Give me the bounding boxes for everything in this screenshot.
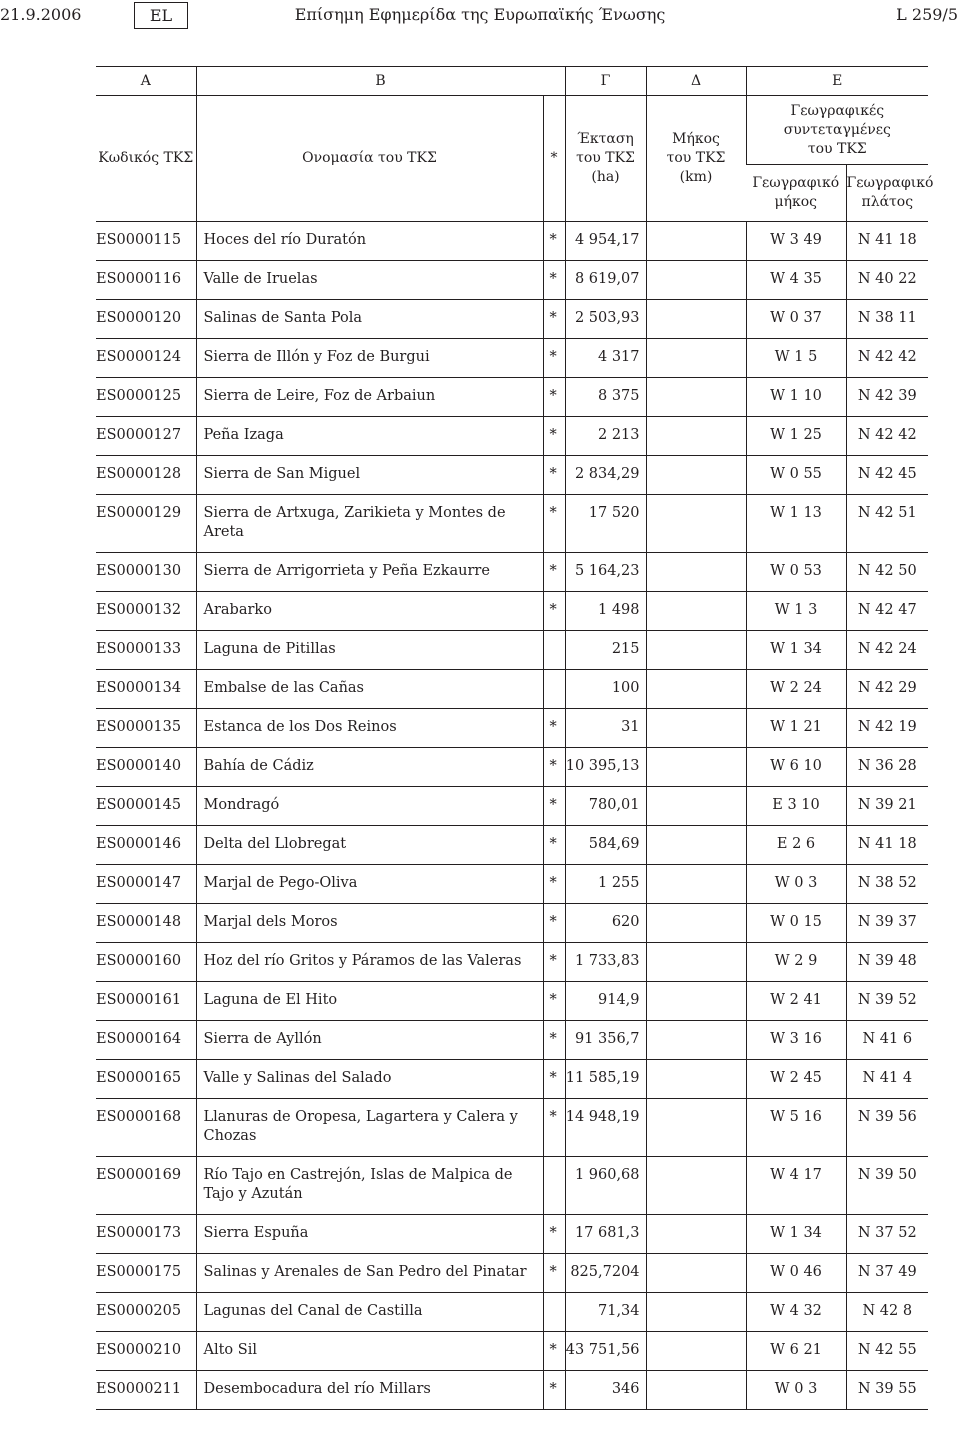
site-name-cell: Marjal de Pego-Oliva [196, 865, 543, 904]
site-name-cell: Laguna de Pitillas [196, 631, 543, 670]
priority-mark-cell: * [543, 553, 565, 592]
site-name-cell: Desembocadura del río Millars [196, 1371, 543, 1410]
longitude-cell: W 5 16 [746, 1099, 846, 1157]
longitude-cell: W 2 41 [746, 982, 846, 1021]
site-code-cell: ES0000169 [96, 1157, 196, 1215]
longitude-cell: W 0 15 [746, 904, 846, 943]
priority-mark-cell [543, 1157, 565, 1215]
area-cell: 14 948,19 [565, 1099, 646, 1157]
header-area-line: Έκταση [577, 131, 634, 147]
site-code-cell: ES0000146 [96, 826, 196, 865]
header-longitude [746, 165, 846, 222]
longitude-cell: W 3 16 [746, 1021, 846, 1060]
site-code-cell: ES0000130 [96, 553, 196, 592]
site-code-cell: ES0000168 [96, 1099, 196, 1157]
area-cell: 17 520 [565, 495, 646, 553]
length-cell [646, 1371, 746, 1410]
table-row [96, 261, 928, 300]
area-cell: 584,69 [565, 826, 646, 865]
latitude-cell: N 41 18 [846, 222, 928, 261]
area-cell: 914,9 [565, 982, 646, 1021]
length-cell [646, 456, 746, 495]
area-cell: 825,7204 [565, 1254, 646, 1293]
latitude-cell: N 42 47 [846, 592, 928, 631]
site-code-cell: ES0000140 [96, 748, 196, 787]
header-length-line: (km) [679, 169, 713, 185]
length-cell [646, 631, 746, 670]
longitude-cell: W 1 13 [746, 495, 846, 553]
header-star: * [543, 96, 565, 222]
area-cell: 100 [565, 670, 646, 709]
table-row [96, 904, 928, 943]
site-name-cell: Embalse de las Cañas [196, 670, 543, 709]
header-length-line: Μήκος [672, 131, 720, 147]
area-cell: 71,34 [565, 1293, 646, 1332]
table-row [96, 553, 928, 592]
priority-mark-cell: * [543, 982, 565, 1021]
table-row [96, 1293, 928, 1332]
site-code-cell: ES0000210 [96, 1332, 196, 1371]
priority-mark-cell: * [543, 222, 565, 261]
area-cell: 8 619,07 [565, 261, 646, 300]
latitude-cell: N 40 22 [846, 261, 928, 300]
length-cell [646, 378, 746, 417]
longitude-cell: W 2 45 [746, 1060, 846, 1099]
area-cell: 2 834,29 [565, 456, 646, 495]
priority-mark-cell: * [543, 1215, 565, 1254]
site-name-cell: Laguna de El Hito [196, 982, 543, 1021]
priority-mark-cell: * [543, 1371, 565, 1410]
table-row [96, 982, 928, 1021]
priority-mark-cell: * [543, 378, 565, 417]
length-cell [646, 1254, 746, 1293]
site-code-cell: ES0000164 [96, 1021, 196, 1060]
column-letter-e: E [746, 67, 928, 96]
area-cell: 346 [565, 1371, 646, 1410]
site-name-cell: Estanca de los Dos Reinos [196, 709, 543, 748]
longitude-cell: W 3 49 [746, 222, 846, 261]
area-cell: 1 960,68 [565, 1157, 646, 1215]
latitude-cell: N 42 39 [846, 378, 928, 417]
longitude-cell: W 0 37 [746, 300, 846, 339]
length-cell [646, 748, 746, 787]
column-letter-b: B [196, 67, 565, 96]
latitude-cell: N 42 42 [846, 417, 928, 456]
site-name-cell: Valle de Iruelas [196, 261, 543, 300]
priority-mark-cell: * [543, 904, 565, 943]
site-name-cell: Hoces del río Duratón [196, 222, 543, 261]
site-name-cell: Sierra Espuña [196, 1215, 543, 1254]
length-cell [646, 300, 746, 339]
longitude-cell: W 6 10 [746, 748, 846, 787]
site-code-cell: ES0000173 [96, 1215, 196, 1254]
column-letter-g: Γ [565, 67, 646, 96]
priority-mark-cell: * [543, 865, 565, 904]
header-area-line: (ha) [591, 169, 620, 185]
site-code-cell: ES0000120 [96, 300, 196, 339]
area-cell: 215 [565, 631, 646, 670]
longitude-cell: W 2 9 [746, 943, 846, 982]
latitude-cell: N 39 21 [846, 787, 928, 826]
area-cell: 11 585,19 [565, 1060, 646, 1099]
latitude-cell: N 39 52 [846, 982, 928, 1021]
site-name-cell: Peña Izaga [196, 417, 543, 456]
table-row [96, 631, 928, 670]
header-coordinates-line: του ΤΚΣ [807, 140, 867, 157]
header-latitude-line: πλάτος [861, 194, 914, 210]
site-code-cell: ES0000125 [96, 378, 196, 417]
priority-mark-cell: * [543, 1060, 565, 1099]
site-name-cell: Sierra de Ayllón [196, 1021, 543, 1060]
site-code-cell: ES0000133 [96, 631, 196, 670]
language-code-box: EL [134, 2, 188, 29]
area-cell: 31 [565, 709, 646, 748]
length-cell [646, 1157, 746, 1215]
site-code-cell: ES0000211 [96, 1371, 196, 1410]
longitude-cell: W 1 3 [746, 592, 846, 631]
latitude-cell: N 42 8 [846, 1293, 928, 1332]
column-letter-a: A [96, 67, 196, 96]
table-row [96, 339, 928, 378]
table-row [96, 1099, 928, 1157]
site-code-cell: ES0000124 [96, 339, 196, 378]
latitude-cell: N 42 55 [846, 1332, 928, 1371]
table-row [96, 417, 928, 456]
length-cell [646, 1099, 746, 1157]
header-code: Κωδικός ΤΚΣ [96, 96, 196, 222]
latitude-cell: N 41 4 [846, 1060, 928, 1099]
longitude-cell: W 0 55 [746, 456, 846, 495]
latitude-cell: N 42 24 [846, 631, 928, 670]
header-latitude [846, 165, 934, 222]
site-name-cell: Delta del Llobregat [196, 826, 543, 865]
area-cell: 91 356,7 [565, 1021, 646, 1060]
latitude-cell: N 42 19 [846, 709, 928, 748]
table-row [96, 592, 928, 631]
table-row [96, 787, 928, 826]
header-longitude-line: Γεωγραφικό [752, 175, 840, 191]
length-cell [646, 417, 746, 456]
table-row [96, 300, 928, 339]
area-cell: 2 503,93 [565, 300, 646, 339]
length-cell [646, 339, 746, 378]
page-reference: L 259/5 [896, 5, 958, 24]
latitude-cell: N 36 28 [846, 748, 928, 787]
length-cell [646, 709, 746, 748]
header-area [565, 96, 646, 222]
area-cell: 4 317 [565, 339, 646, 378]
header-longitude-line: μήκος [774, 194, 818, 210]
length-cell [646, 495, 746, 553]
length-cell [646, 592, 746, 631]
site-name-cell: Sierra de San Miguel [196, 456, 543, 495]
site-name-cell: Sierra de Leire, Foz de Arbaiun [196, 378, 543, 417]
site-code-cell: ES0000127 [96, 417, 196, 456]
latitude-cell: N 39 56 [846, 1099, 928, 1157]
longitude-cell: W 0 46 [746, 1254, 846, 1293]
table-row [96, 865, 928, 904]
site-code-cell: ES0000148 [96, 904, 196, 943]
latitude-cell: N 41 18 [846, 826, 928, 865]
table-row [96, 1157, 928, 1215]
longitude-cell: E 2 6 [746, 826, 846, 865]
priority-mark-cell: * [543, 300, 565, 339]
length-cell [646, 826, 746, 865]
longitude-cell: W 6 21 [746, 1332, 846, 1371]
priority-mark-cell: * [543, 1099, 565, 1157]
latitude-cell: N 41 6 [846, 1021, 928, 1060]
longitude-cell: W 4 17 [746, 1157, 846, 1215]
longitude-cell: W 2 24 [746, 670, 846, 709]
priority-mark-cell: * [543, 592, 565, 631]
priority-mark-cell: * [543, 261, 565, 300]
area-cell: 1 255 [565, 865, 646, 904]
longitude-cell: W 1 34 [746, 631, 846, 670]
site-code-cell: ES0000147 [96, 865, 196, 904]
latitude-cell: N 39 50 [846, 1157, 928, 1215]
site-name-cell: Sierra de Artxuga, Zarikieta y Montes de Areta [196, 495, 543, 553]
publication-date: 21.9.2006 [0, 5, 82, 24]
header-length [646, 96, 746, 222]
longitude-cell: W 1 10 [746, 378, 846, 417]
site-name-cell: Arabarko [196, 592, 543, 631]
priority-mark-cell: * [543, 943, 565, 982]
latitude-cell: N 37 52 [846, 1215, 928, 1254]
priority-mark-cell: * [543, 339, 565, 378]
longitude-cell: W 4 32 [746, 1293, 846, 1332]
area-cell: 620 [565, 904, 646, 943]
site-code-cell: ES0000175 [96, 1254, 196, 1293]
priority-mark-cell: * [543, 495, 565, 553]
site-code-cell: ES0000160 [96, 943, 196, 982]
latitude-cell: N 42 50 [846, 553, 928, 592]
latitude-cell: N 39 55 [846, 1371, 928, 1410]
area-cell: 8 375 [565, 378, 646, 417]
table-row [96, 456, 928, 495]
page-header [0, 0, 960, 32]
header-latitude-line: Γεωγραφικό [846, 175, 934, 191]
header-length-line: του ΤΚΣ [666, 150, 726, 166]
priority-mark-cell: * [543, 1021, 565, 1060]
latitude-cell: N 42 51 [846, 495, 928, 553]
latitude-cell: N 42 45 [846, 456, 928, 495]
site-name-cell: Marjal dels Moros [196, 904, 543, 943]
area-cell: 10 395,13 [565, 748, 646, 787]
table-row [96, 1215, 928, 1254]
longitude-cell: W 0 53 [746, 553, 846, 592]
length-cell [646, 1332, 746, 1371]
journal-title: Επίσημη Εφημερίδα της Ευρωπαϊκής Ένωσης [294, 5, 666, 24]
priority-mark-cell: * [543, 456, 565, 495]
area-cell: 1 733,83 [565, 943, 646, 982]
table-row [96, 943, 928, 982]
column-header-row [96, 96, 928, 165]
longitude-cell: W 0 3 [746, 865, 846, 904]
site-code-cell: ES0000165 [96, 1060, 196, 1099]
priority-mark-cell: * [543, 787, 565, 826]
site-name-cell: Valle y Salinas del Salado [196, 1060, 543, 1099]
header-area-line: του ΤΚΣ [576, 150, 635, 166]
table-row [96, 495, 928, 553]
site-code-cell: ES0000116 [96, 261, 196, 300]
site-code-cell: ES0000132 [96, 592, 196, 631]
length-cell [646, 865, 746, 904]
table-row [96, 709, 928, 748]
latitude-cell: N 37 49 [846, 1254, 928, 1293]
header-coordinates [746, 96, 928, 165]
site-code-cell: ES0000135 [96, 709, 196, 748]
table-row [96, 1371, 928, 1410]
header-coordinates-line: Γεωγραφικές συντεταγμένες [783, 102, 891, 138]
priority-mark-cell [543, 1293, 565, 1332]
latitude-cell: N 42 42 [846, 339, 928, 378]
site-code-cell: ES0000128 [96, 456, 196, 495]
priority-mark-cell: * [543, 709, 565, 748]
table-row [96, 1060, 928, 1099]
priority-mark-cell: * [543, 417, 565, 456]
site-code-cell: ES0000161 [96, 982, 196, 1021]
length-cell [646, 943, 746, 982]
area-cell: 780,01 [565, 787, 646, 826]
area-cell: 5 164,23 [565, 553, 646, 592]
longitude-cell: E 3 10 [746, 787, 846, 826]
site-code-cell: ES0000145 [96, 787, 196, 826]
latitude-cell: N 38 11 [846, 300, 928, 339]
site-name-cell: Río Tajo en Castrejón, Islas de Malpica de Tajo y Azután [196, 1157, 543, 1215]
priority-mark-cell [543, 670, 565, 709]
table-row [96, 670, 928, 709]
site-code-cell: ES0000205 [96, 1293, 196, 1332]
length-cell [646, 982, 746, 1021]
latitude-cell: N 39 37 [846, 904, 928, 943]
site-name-cell: Salinas y Arenales de San Pedro del Pinatar [196, 1254, 543, 1293]
longitude-cell: W 1 21 [746, 709, 846, 748]
table-row [96, 1254, 928, 1293]
area-cell: 2 213 [565, 417, 646, 456]
column-letter-d: Δ [646, 67, 746, 96]
priority-mark-cell: * [543, 1332, 565, 1371]
table-row [96, 1332, 928, 1371]
column-letter-row [96, 67, 928, 96]
priority-mark-cell: * [543, 826, 565, 865]
site-name-cell: Alto Sil [196, 1332, 543, 1371]
sites-table [96, 66, 934, 1410]
length-cell [646, 904, 746, 943]
length-cell [646, 222, 746, 261]
table-row [96, 222, 928, 261]
longitude-cell: W 0 3 [746, 1371, 846, 1410]
site-name-cell: Sierra de Illón y Foz de Burgui [196, 339, 543, 378]
length-cell [646, 787, 746, 826]
table-row [96, 378, 928, 417]
longitude-cell: W 1 25 [746, 417, 846, 456]
longitude-cell: W 4 35 [746, 261, 846, 300]
site-name-cell: Mondragó [196, 787, 543, 826]
site-code-cell: ES0000115 [96, 222, 196, 261]
site-name-cell: Hoz del río Gritos y Páramos de las Valeras [196, 943, 543, 982]
table-row [96, 1021, 928, 1060]
site-code-cell: ES0000134 [96, 670, 196, 709]
site-name-cell: Llanuras de Oropesa, Lagartera y Calera y Chozas [196, 1099, 543, 1157]
site-name-cell: Bahía de Cádiz [196, 748, 543, 787]
latitude-cell: N 39 48 [846, 943, 928, 982]
table-row [96, 826, 928, 865]
area-cell: 43 751,56 [565, 1332, 646, 1371]
site-code-cell: ES0000129 [96, 495, 196, 553]
latitude-cell: N 38 52 [846, 865, 928, 904]
site-name-cell: Lagunas del Canal de Castilla [196, 1293, 543, 1332]
length-cell [646, 1060, 746, 1099]
site-name-cell: Sierra de Arrigorrieta y Peña Ezkaurre [196, 553, 543, 592]
area-cell: 17 681,3 [565, 1215, 646, 1254]
length-cell [646, 553, 746, 592]
header-name: Ονομασία του ΤΚΣ [196, 96, 543, 222]
length-cell [646, 1293, 746, 1332]
area-cell: 1 498 [565, 592, 646, 631]
longitude-cell: W 1 34 [746, 1215, 846, 1254]
priority-mark-cell [543, 631, 565, 670]
priority-mark-cell: * [543, 748, 565, 787]
area-cell: 4 954,17 [565, 222, 646, 261]
priority-mark-cell: * [543, 1254, 565, 1293]
table-row [96, 748, 928, 787]
site-name-cell: Salinas de Santa Pola [196, 300, 543, 339]
length-cell [646, 1021, 746, 1060]
length-cell [646, 1215, 746, 1254]
longitude-cell: W 1 5 [746, 339, 846, 378]
length-cell [646, 261, 746, 300]
length-cell [646, 670, 746, 709]
latitude-cell: N 42 29 [846, 670, 928, 709]
